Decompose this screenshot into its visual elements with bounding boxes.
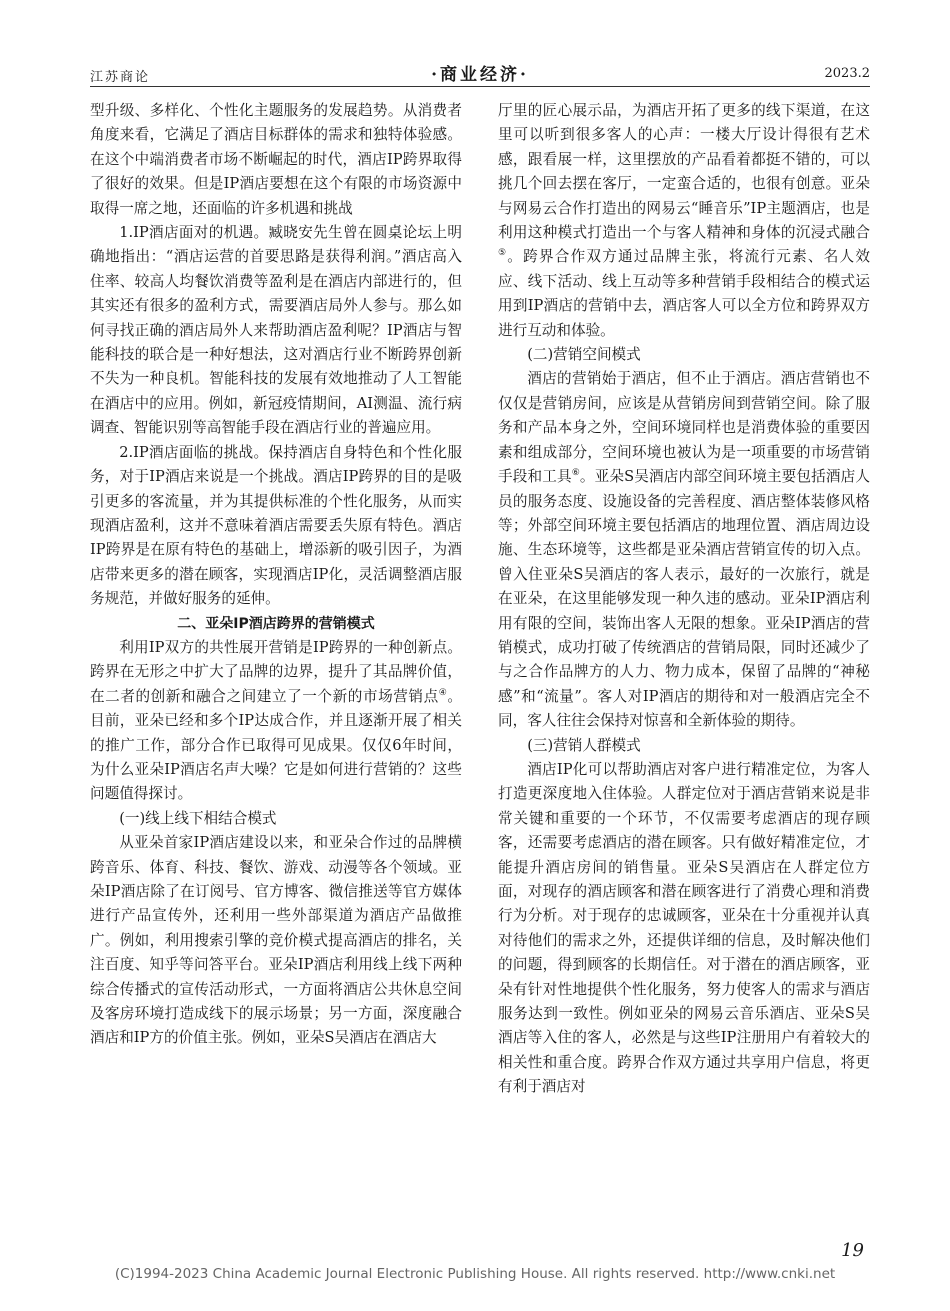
paragraph xyxy=(498,367,870,733)
section-heading: 二、亚朵IP酒店跨界的营销模式 xyxy=(177,615,375,632)
footnote-marker: ⑥ xyxy=(571,468,580,479)
paragraph-text: 厅里的匠心展示品，为酒店开拓了更多的线下渠道，在这里可以听到很多客人的心声：一楼大厅设计得很有艺术感，跟看展一样，这里摆放的产品看着都挺不错的，可以挑几个回去摆在客厅，一定蛮合适的，也很有创意。亚朵与网易云合作打造出的网易云“睡音乐”IP主题酒店，也是利用这种模式打造出一个与客人精神和身体的沉浸式融合 xyxy=(498,102,870,242)
paragraph: 型升级、多样化、个性化主题服务的发展趋势。从消费者角度来看，它满足了酒店目标群体的需求和独特体验感。在这个中端消费者市场不断崛起的时代，酒店IP跨界取得了很好的效果。但是IP酒店要想在这个有限的市场资源中取得一席之地，还面临的许多机遇和挑战 xyxy=(90,102,462,217)
page-number: 19 xyxy=(841,1240,864,1261)
footnote-marker: ⑤ xyxy=(498,248,508,259)
paragraph-text: 利用IP双方的共性展开营销是IP跨界的一种创新点。跨界在无形之中扩大了品牌的边界，提升了其品牌价值，在二者的创新和融合之间建立了一个新的市场营销点 xyxy=(90,638,462,705)
left-column xyxy=(90,99,462,1051)
paragraph: 从亚朵首家IP酒店建设以来，和亚朵合作过的品牌横跨音乐、体育、科技、餐饮、游戏、动漫等各个领域。亚朵IP酒店除了在订阅号、官方博客、微信推送等官方媒体进行产品宣传外，还利用一些外部渠道为酒店产品做推广。例如，利用搜索引擎的竞价模式提高酒店的排名，关注百度、知乎等问答平台。亚朵IP酒店利用线上线下两种综合传播式的宣传活动形式，一方面将酒店公共休息空间及客房环境打造成线下的展示场景；另一方面，深度融合酒店和IP方的价值主张。例如，亚朵S吴酒店在酒店大 xyxy=(90,834,462,1047)
subsection-heading: (二)营销空间模式 xyxy=(527,346,641,364)
right-column xyxy=(498,99,870,1100)
paragraph-text: 。跨界合作双方通过品牌主张，将流行元素、名人效应、线下活动、线上互动等多种营销手段相结合的模式运用到IP酒店的营销中去，酒店客人可以全方位和跨界双方进行互动和体验。 xyxy=(498,248,870,339)
section-name: ·商业经济· xyxy=(431,65,529,85)
running-header xyxy=(90,60,870,87)
subsection-heading: (三)营销人群模式 xyxy=(527,736,641,754)
paragraph: 酒店IP化可以帮助酒店对客户进行精准定位，为客人打造更深度地入住体验。人群定位对于酒店营销来说是非常关键和重要的一个环节，不仅需要考虑酒店的现存顾客，还需要考虑酒店的潜在顾客。只有做好精准定位，才能提升酒店房间的销售量。亚朵S吴酒店在人群定位方面，对现存的酒店顾客和潜在顾客进行了消费心理和消费行为分析。对于现存的忠诚顾客，亚朵在十分重视并认真对待他们的需求之外，还提供详细的信息，及时解决他们的问题，得到顾客的长期信任。对于潜在的酒店顾客，亚朵有针对性地提供个性化服务，努力使客人的需求与酒店服务达到一致性。例如亚朵的网易云音乐酒店、亚朵S吴酒店等入住的客人，必然是与这些IP注册用户有着较大的相关性和重合度。跨界合作双方通过共享用户信息，将更有利于酒店对 xyxy=(498,760,870,1096)
paragraph xyxy=(498,99,870,343)
subsection-heading: (一)线上线下相结合模式 xyxy=(119,809,277,827)
footnote-marker: ④ xyxy=(438,687,448,698)
paragraph: 2.IP酒店面临的挑战。保持酒店自身特色和个性化服务，对于IP酒店来说是一个挑战。酒店IP跨界的目的是吸引更多的客流量，并为其提供标准的个性化服务，从而实现酒店盈利，这并不意味着酒店需要丢失原有特色。酒店IP跨界是在原有特色的基础上，增添新的吸引因子，为酒店带来更多的潜在顾客，实现酒店IP化，灵活调整酒店服务规范，并做好服务的延伸。 xyxy=(90,443,462,608)
paragraph: 1.IP酒店面对的机遇。臧晓安先生曾在圆桌论坛上明确地指出：“酒店运营的首要思路是获得利润。”酒店高入住率、较高人均餐饮消费等盈利是在酒店内部进行的，但其实还有很多的盈利方式，需要酒店局外人参与。那么如何寻找正确的酒店局外人来帮助酒店盈利呢？IP酒店与智能科技的联合是一种好想法，这对酒店行业不断跨界创新不失为一种良机。智能科技的发展有效地推动了人工智能在酒店中的应用。例如，新冠疫情期间，AI测温、流行病调查、智能识别等高智能手段在酒店行业的普遍应用。 xyxy=(90,224,462,437)
paragraph xyxy=(90,636,462,807)
journal-name: 江苏商论 xyxy=(90,70,151,85)
paragraph-text: 酒店的营销始于酒店，但不止于酒店。酒店营销也不仅仅是营销房间，应该是从营销房间到营销空间。除了服务和产品本身之外，空间环境同样也是消费体验的重要因素和组成部分，空间环境也被认为是一项重要的市场营销手段和工具 xyxy=(498,370,870,486)
copyright-footer: (C)1994-2023 China Academic Journal Electronic Publishing House. All rights reserved. http://www.cnki.net xyxy=(114,1266,836,1282)
paragraph-text: 。目前，亚朵已经和多个IP达成合作，并且逐渐开展了相关的推广工作，部分合作已取得可见成果。仅仅6年时间，为什么亚朵IP酒店名声大噪？它是如何进行营销的？这些问题值得探讨。 xyxy=(90,687,462,803)
issue-number: 2023.2 xyxy=(824,66,870,81)
paragraph-text: 。亚朵S吴酒店内部空间环境主要包括酒店人员的服务态度、设施设备的完善程度、酒店整体装修风格等；外部空间环境主要包括酒店的地理位置、酒店周边设施、生态环境等，这些都是亚朵酒店营销宣传的切入点。曾入住亚朵S吴酒店的客人表示，最好的一次旅行，就是在亚朵，在这里能够发现一种久违的感动。亚朵IP酒店利用有限的空间，装饰出客人无限的想象。亚朵IP酒店的营销模式，成功打破了传统酒店的营销局限，同时还减少了与之合作品牌方的人力、物力成本，保留了品牌的“神秘感”和“流量”。客人对IP酒店的期待和对一般酒店完全不同，客人往往会保持对惊喜和全新体验的期待。 xyxy=(498,468,870,730)
